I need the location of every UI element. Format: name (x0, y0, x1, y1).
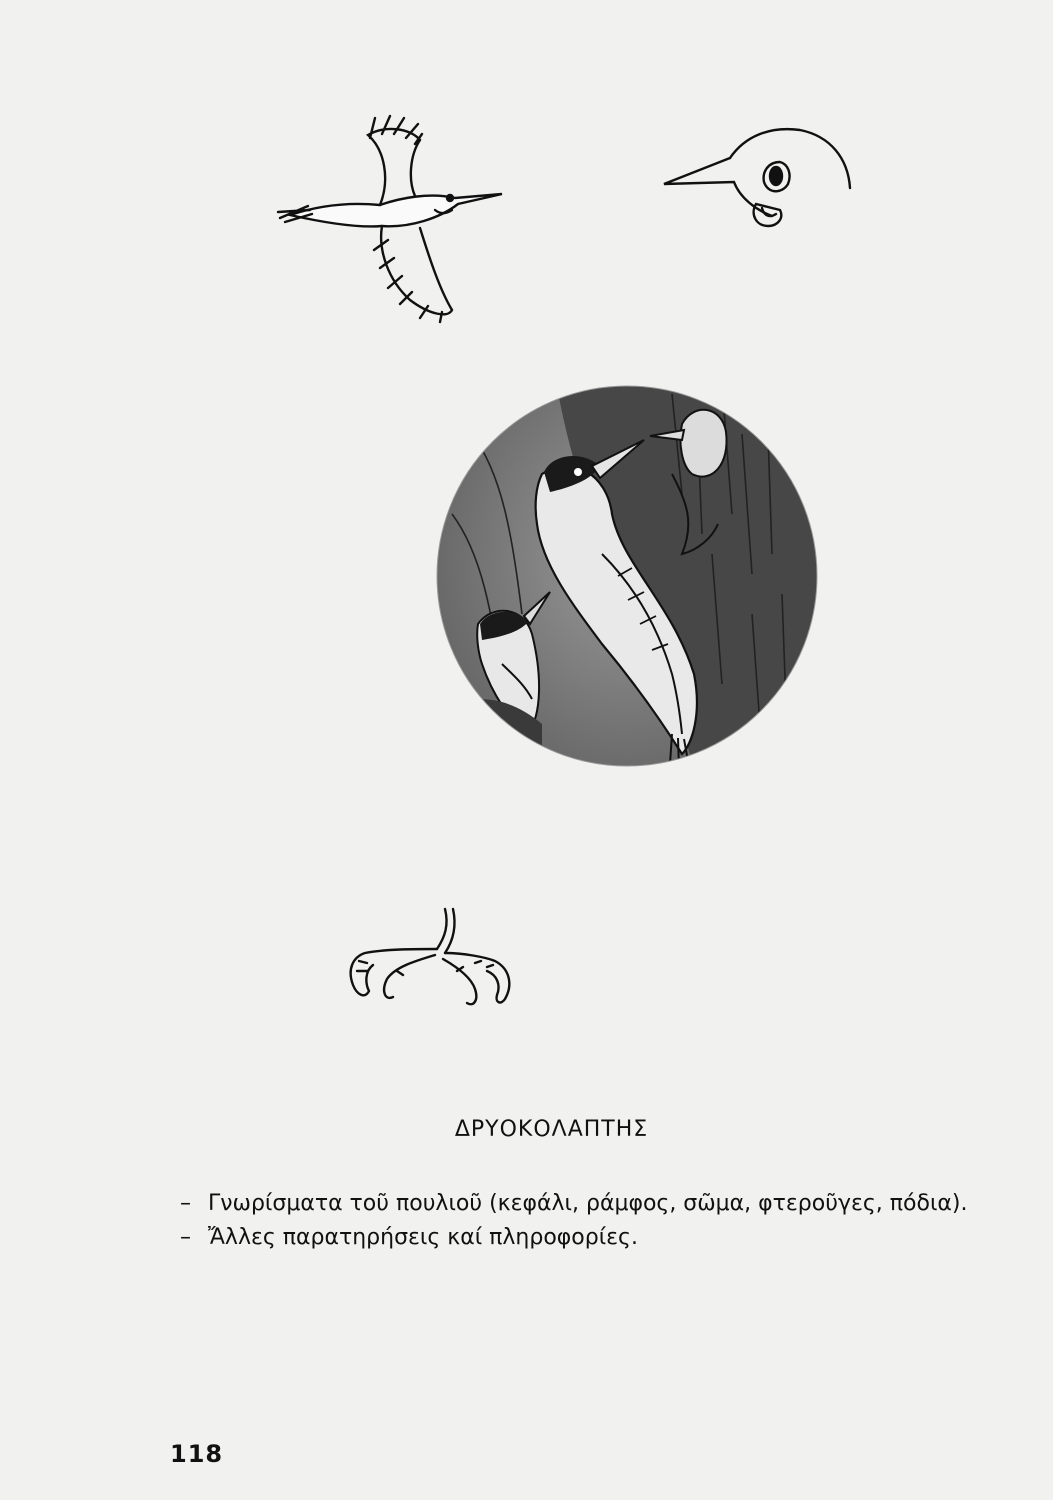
page-number: 118 (170, 1440, 224, 1468)
note-dash: – (180, 1225, 191, 1250)
note-item-features (180, 1187, 1000, 1221)
flying-woodpecker-illustration (270, 110, 510, 325)
note-item-other (180, 1221, 1000, 1255)
woodpeckers-scene-illustration (432, 354, 822, 804)
woodpecker-feet-illustration (345, 905, 520, 1010)
note-dash: – (180, 1191, 191, 1216)
notes-list (180, 1187, 1000, 1255)
show-through-text (150, 80, 980, 114)
note-text: Ἄλλες παρατηρήσεις καί πληροφορίες. (208, 1225, 638, 1250)
page-title: ΔΡΥΟΚΟΛΑΠΤΗΣ (454, 1117, 649, 1142)
woodpecker-head-illustration (660, 118, 860, 238)
note-text: Γνωρίσματα τοῦ πουλιοῦ (κεφάλι, ράμφος, σῶμα, φτεροῦγες, πόδια). (208, 1191, 968, 1216)
